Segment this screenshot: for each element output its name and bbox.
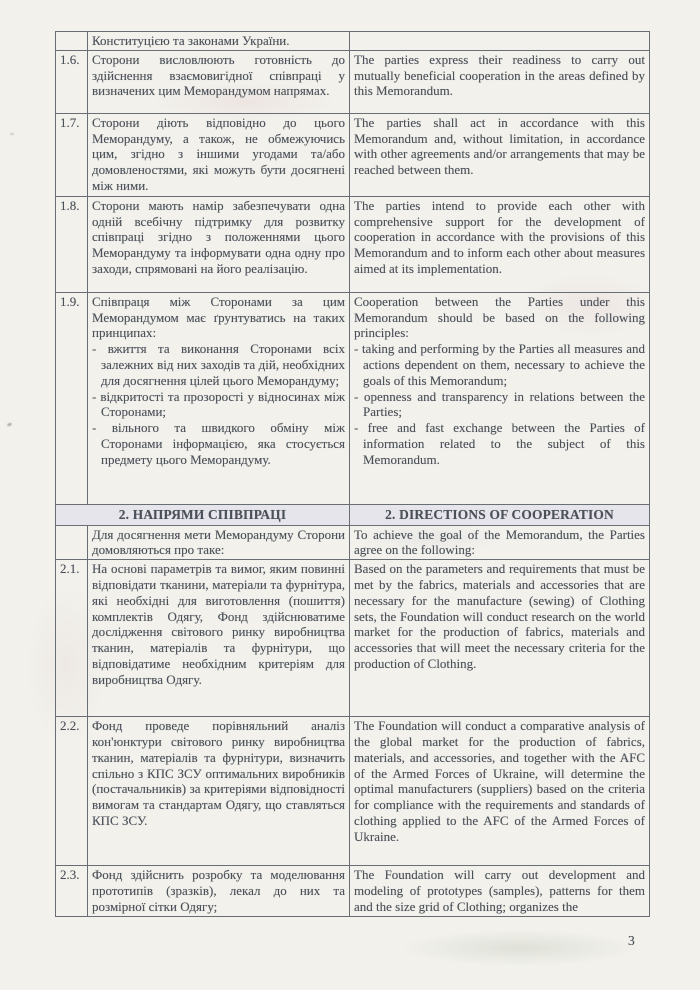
table-row bbox=[56, 866, 650, 917]
clause-text-en bbox=[350, 292, 650, 504]
clause-text-en: The Foundation will conduct a comparative analysis of the global market for the production of fabrics, materials, and accessories, and together with the AFC of the Armed Forces of Ukraine, will determine the optimal manufacturers (suppliers) based on the criteria for compliance with the requirements and standards of clothing applied to the AFC of the Armed Forces of Ukraine. bbox=[350, 717, 650, 866]
clause-number-cell: 1.8. bbox=[56, 196, 88, 292]
page-number: 3 bbox=[628, 933, 635, 948]
table-row bbox=[56, 717, 650, 866]
section-title-ua: 2. НАПРЯМИ СПІВПРАЦІ bbox=[56, 504, 350, 525]
scan-speck bbox=[10, 133, 14, 135]
clause-text-ua: Фонд здійснить розробку та моделювання прототипів (зразків), лекал до них та розмірної сітки Одягу; bbox=[88, 866, 350, 917]
table-row bbox=[56, 292, 650, 504]
clause-number-cell bbox=[56, 32, 88, 51]
table-row bbox=[56, 113, 650, 196]
clause-number-cell bbox=[56, 525, 88, 560]
clause-text-ua: Для досягнення мети Меморандуму Сторони домовляються про таке: bbox=[88, 525, 350, 560]
clause-text-en: The parties express their readiness to carry out mutually beneficial cooperation in the areas defined by this Memorandum. bbox=[350, 50, 650, 113]
clause-text-en: The parties shall act in accordance with this Memorandum and, without limitation, in accordance with other agreements and/or arrangements that may be reached between them. bbox=[350, 113, 650, 196]
clause-number-cell: 1.9. bbox=[56, 292, 88, 504]
table-row bbox=[56, 196, 650, 292]
clause-intro-ua: Співпраця між Сторонами за цим Меморандумом має ґрунтуватись на таких принципах: bbox=[92, 293, 345, 341]
clause-text-ua: Конституцією та законами України. bbox=[88, 32, 350, 51]
clause-number-cell: 1.6. bbox=[56, 50, 88, 113]
table-row bbox=[56, 560, 650, 717]
clause-number-cell: 2.1. bbox=[56, 560, 88, 717]
memorandum-bilingual-table bbox=[55, 31, 650, 917]
clause-text-en: Based on the parameters and requirements that must be met by the fabrics, materials and accessories that are necessary for the manufacture (sewing) of Clothing sets, the Foundation will conduct research on the world market for the production of fabrics, materials and accessories that will meet the necessary criteria for the production of Clothing. bbox=[350, 560, 650, 717]
clause-text-ua: Сторони діють відповідно до цього Меморандуму, а також, не обмежуючись цим, згідно з іншими угодами та/або домовленостями, які можуть бути досягнені між ними. bbox=[88, 113, 350, 196]
principle-item-en: - taking and performing by the Parties all measures and actions dependent on them, necessary to achieve the goals of this Memorandum; bbox=[354, 341, 645, 388]
clause-intro-en: Cooperation between the Parties under this Memorandum should be based on the following principles: bbox=[354, 293, 645, 341]
principle-item-ua: - відкритості та прозорості у відносинах між Сторонами; bbox=[92, 388, 345, 420]
clause-text-en bbox=[350, 32, 650, 51]
principle-item-ua: - вжиття та виконання Сторонами всіх залежних від них заходів та дій, необхідних для досягнення цілей цього Меморандуму; bbox=[92, 341, 345, 388]
clause-text-ua: На основі параметрів та вимог, яким повинні відповідати тканини, матеріали та фурнітура, які необхідні для виготовлення (пошиття) комплектів Одягу, Фонд здійснюватиме дослідження світового ринку виробництва тканин, матеріалів та фурнітури, що відповідатиме необхідним критеріям для виробництва Одягу. bbox=[88, 560, 350, 717]
section-title-en: 2. DIRECTIONS OF COOPERATION bbox=[350, 504, 650, 525]
clause-text-en: The Foundation will carry out development and modeling of prototypes (samples), patterns for them and the size grid of Clothing; organizes the bbox=[350, 866, 650, 917]
table-row bbox=[56, 525, 650, 560]
principle-item-ua: - вільного та швидкого обміну між Сторонами інформацією, яка стосується предмету цього Меморандуму. bbox=[92, 420, 345, 467]
table-row bbox=[56, 50, 650, 113]
clause-text-ua: Фонд проведе порівняльний аналіз кон'юнктури світового ринку виробництва тканин, матеріалів та фурнітури, визначить спільно з КПС ЗСУ оптимальних виробників (постачальників) за критеріями відповідності вимогам та стандартам Одягу, що ставляться КПС ЗСУ. bbox=[88, 717, 350, 866]
principle-item-en: - free and fast exchange between the Parties of information related to the subject of this Memorandum. bbox=[354, 420, 645, 467]
clause-number-cell: 1.7. bbox=[56, 113, 88, 196]
section-header-row bbox=[56, 504, 650, 525]
table-row bbox=[56, 32, 650, 51]
clause-text-ua: Сторони мають намір забезпечувати одна одній всебічну підтримку для розвитку співпраці згідно з положеннями цього Меморандуму та інформувати одна одну про заходи, спрямовані на його реалізацію. bbox=[88, 196, 350, 292]
clause-text-ua bbox=[88, 292, 350, 504]
clause-text-en: The parties intend to provide each other with comprehensive support for the development of cooperation in accordance with the provisions of this Memorandum and to inform each other about measures aimed at its implementation. bbox=[350, 196, 650, 292]
principle-item-en: - openness and transparency in relations between the Parties; bbox=[354, 388, 645, 420]
clause-number-cell: 2.2. bbox=[56, 717, 88, 866]
clause-text-en: To achieve the goal of the Memorandum, the Parties agree on the following: bbox=[350, 525, 650, 560]
clause-text-ua: Сторони висловлюють готовність до здійснення взаємовигідної співпраці у визначених цим Меморандумом напрямах. bbox=[88, 50, 350, 113]
clause-number-cell: 2.3. bbox=[56, 866, 88, 917]
